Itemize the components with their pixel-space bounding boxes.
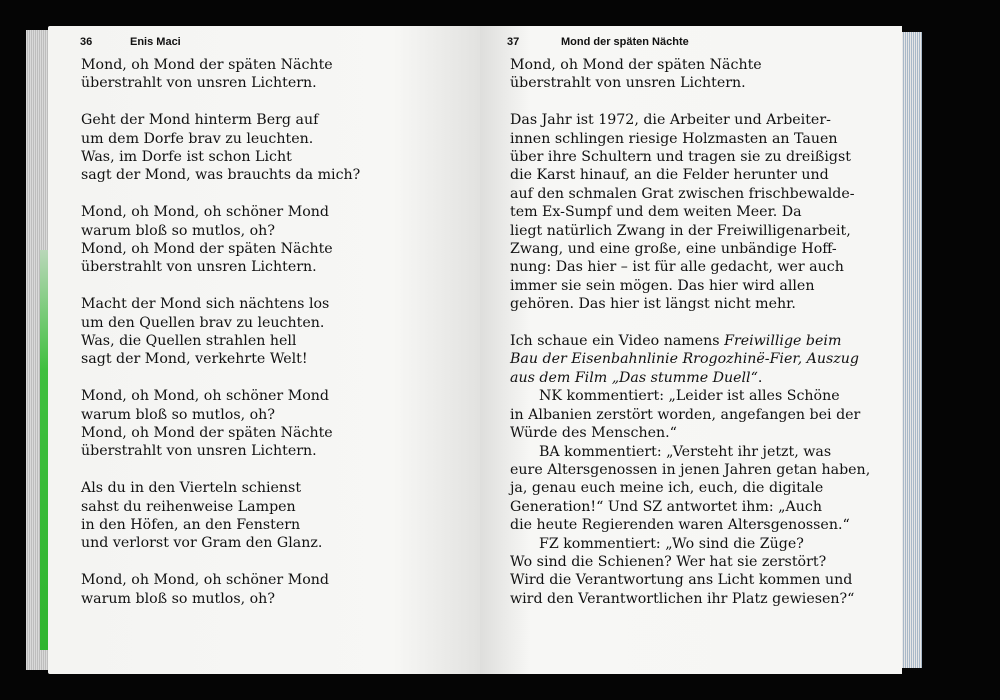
poem-stanza (81, 203, 476, 277)
comment-paragraph (510, 387, 900, 442)
text-line: Mond, oh Mond, oh schöner Mond (81, 388, 330, 405)
poem-stanza (81, 111, 476, 185)
prose-text (510, 56, 900, 608)
text-line: Geht der Mond hinterm Berg auf (81, 112, 319, 129)
left-running-title: Enis Maci (130, 36, 181, 48)
poem-stanza (81, 571, 476, 608)
poem-stanza (81, 479, 476, 553)
left-page-number: 36 (80, 36, 93, 48)
text-line: FZ kommentiert: „Wo sind die Züge? (539, 535, 804, 552)
poem-stanza (81, 387, 476, 461)
text-line: Zwang, und eine große, eine unbändige Hoff- (510, 241, 837, 258)
text-line: sagt der Mond, verkehrte Welt! (81, 351, 308, 368)
left-page (48, 26, 480, 674)
text-line: Mond, oh Mond der späten Nächte (81, 241, 333, 258)
text-line: Mond, oh Mond, oh schöner Mond (81, 572, 330, 589)
text-line: um den Quellen brav zu leuchten. (81, 314, 325, 331)
text-line: Als du in den Vierteln schienst (81, 480, 302, 497)
text-line: in Albanien zerstört worden, angefangen bei der (510, 406, 861, 423)
right-page-edges (900, 32, 922, 668)
text-line: sagt der Mond, was brauchts da mich? (81, 167, 361, 184)
poem-stanza (81, 295, 476, 369)
text-line: in den Höfen, an den Fenstern (81, 517, 301, 534)
text-line: BA kommentiert: „Versteht ihr jetzt, was (539, 443, 832, 460)
text-line: Mond, oh Mond der späten Nächte (81, 57, 333, 73)
text-line: die Karst hinauf, an die Felder herunter und (510, 167, 829, 184)
green-page-edge (40, 250, 48, 650)
text-line: gehören. Das hier ist längst nicht mehr. (510, 296, 796, 313)
comment-paragraph (510, 443, 900, 535)
text-line: sahst du reihenweise Lampen (81, 498, 296, 515)
comments (510, 387, 900, 608)
text-line: Wo sind die Schienen? Wer hat sie zerstört? (510, 553, 827, 570)
text-line: Was, die Quellen strahlen hell (81, 333, 297, 350)
text-line: überstrahlt von unsren Lichtern. (81, 259, 317, 276)
video-paragraph (510, 332, 900, 387)
poem-stanza (81, 56, 476, 93)
text-line: tem Ex-Sumpf und dem weiten Meer. Da (510, 204, 802, 221)
text-line: Generation!“ Und SZ antwortet ihm: „Auch (510, 498, 822, 515)
video-title-part-1: Freiwillige beim (724, 333, 842, 350)
text-line: Macht der Mond sich nächtens los (81, 296, 330, 313)
right-running-title: Mond der späten Nächte (561, 36, 689, 48)
text-line: Würde des Menschen.“ (510, 425, 677, 442)
text-line: innen schlingen riesige Holzmasten an Tauen (510, 130, 838, 147)
text-line: Das Jahr ist 1972, die Arbeiter und Arbeiter- (510, 112, 831, 129)
text-line: Wird die Verantwortung ans Licht kommen und (510, 572, 853, 589)
text-line: über ihre Schultern und tragen sie zu dreißigst (510, 149, 851, 166)
text-line: immer sie sein mögen. Das hier wird allen (510, 277, 815, 294)
text-line: warum bloß so mutlos, oh? (81, 222, 275, 239)
right-page-number: 37 (507, 36, 520, 48)
text-line: Mond, oh Mond der späten Nächte (81, 425, 333, 442)
text-line: Mond, oh Mond, oh schöner Mond (81, 204, 330, 221)
text-line: um dem Dorfe brav zu leuchten. (81, 130, 314, 147)
text-line: warum bloß so mutlos, oh? (81, 406, 275, 423)
comment-paragraph (510, 535, 900, 609)
text-line: wird den Verantwortlichen ihr Platz gewiesen?“ (510, 590, 855, 607)
text-line: und verlorst vor Gram den Glanz. (81, 535, 323, 552)
video-title-part-3: aus dem Film „Das stumme Duell“ (510, 369, 758, 386)
text-line: NK kommentiert: „Leider ist alles Schöne (539, 388, 840, 405)
video-title-part-2: Bau der Eisenbahnlinie Rrogozhinë-Fier, Auszug (510, 351, 859, 368)
video-end: . (757, 369, 763, 386)
poem-text (81, 56, 476, 626)
text-line: warum bloß so mutlos, oh? (81, 590, 275, 607)
text-line: liegt natürlich Zwang in der Freiwilligenarbeit, (510, 222, 851, 239)
right-page (480, 26, 902, 674)
text-line: Mond, oh Mond der späten Nächte (510, 57, 762, 73)
text-line: Was, im Dorfe ist schon Licht (81, 149, 292, 166)
paragraph-1972 (510, 111, 900, 313)
text-line: nung: Das hier – ist für alle gedacht, wer auch (510, 259, 844, 276)
opening-stanza (510, 56, 900, 93)
text-line: ja, genau euch meine ich, euch, die digitale (510, 480, 824, 497)
video-intro: Ich schaue ein Video namens (510, 333, 725, 350)
text-line: auf den schmalen Grat zwischen frischbewalde- (510, 185, 855, 202)
text-line: überstrahlt von unsren Lichtern. (81, 443, 317, 460)
text-line: überstrahlt von unsren Lichtern. (81, 75, 317, 92)
text-line: die heute Regierenden waren Altersgenossen.“ (510, 517, 850, 534)
text-line: überstrahlt von unsren Lichtern. (510, 75, 746, 92)
text-line: eure Altersgenossen in jenen Jahren getan haben, (510, 461, 871, 478)
